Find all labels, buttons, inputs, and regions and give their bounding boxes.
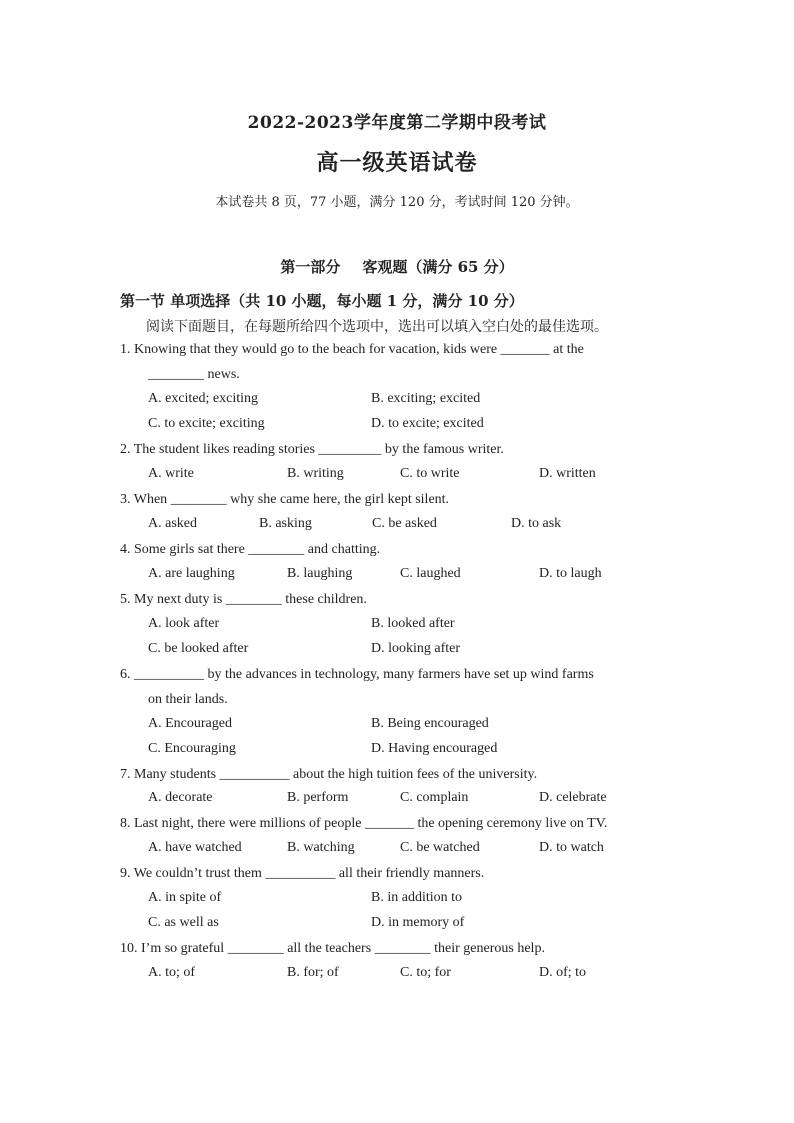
question-8-option-a: A. have watched	[148, 840, 242, 855]
exam-subtitle: 高一级英语试卷	[316, 150, 478, 176]
question-6-stem	[120, 666, 672, 684]
question-1-option-a: A. excited; exciting	[148, 391, 259, 406]
question-9-option-a: A. in spite of	[148, 890, 222, 905]
question-9-option-c: C. as well as	[148, 915, 219, 930]
part-title: 客观题（满分 65 分）	[362, 258, 514, 276]
question-3-option-d: D. to ask	[511, 516, 562, 531]
question-7-option-a: A. decorate	[148, 790, 213, 805]
question-8-option-c: C. be watched	[400, 840, 480, 855]
question-1-text: 1. Knowing that they would go to the beach for vacation, kids were _______ at the	[120, 342, 584, 357]
question-2-option-a: A. write	[148, 466, 194, 481]
question-7-stem: 7. Many students __________ about the high tuition fees of the university.	[120, 767, 538, 782]
question-4-option-c: C. laughed	[400, 566, 461, 581]
question-6-option-d: D. Having encouraged	[371, 741, 498, 756]
question-1-stem-cont: ________ news.	[148, 367, 240, 382]
part-name: 第一部分	[280, 258, 341, 276]
question-8-option-d: D. to watch	[539, 840, 604, 855]
question-10-option-d: D. of; to	[539, 965, 587, 980]
question-8-option-b: B. watching	[287, 840, 355, 855]
question-1-option-d: D. to excite; excited	[371, 416, 484, 431]
question-10-option-a: A. to; of	[148, 965, 196, 980]
question-3-option-a: A. asked	[148, 516, 197, 531]
section-instruction: 阅读下面题目，在每题所给四个选项中，选出可以填入空白处的最佳选项。	[146, 319, 608, 335]
question-2-option-c: C. to write	[400, 466, 460, 481]
question-2-stem: 2. The student likes reading stories _________ by the famous writer.	[120, 442, 504, 457]
question-7-option-b: B. perform	[287, 790, 349, 805]
question-4-option-d: D. to laugh	[539, 566, 602, 581]
question-9-option-d: D. in memory of	[371, 915, 465, 930]
question-1-stem	[120, 341, 672, 359]
exam-note: 本试卷共 8 页，77 小题，满分 120 分，考试时间 120 分钟。	[215, 195, 579, 210]
question-6-option-c: C. Encouraging	[148, 741, 236, 756]
question-3-option-b: B. asking	[259, 516, 312, 531]
question-5-option-d: D. looking after	[371, 641, 461, 656]
question-2-option-d: D. written	[539, 466, 596, 481]
question-10-stem: 10. I’m so grateful ________ all the teachers ________ their generous help.	[120, 941, 545, 956]
question-6-text: 6. __________ by the advances in technology, many farmers have set up wind farms	[120, 667, 594, 682]
question-4-option-a: A. are laughing	[148, 566, 235, 581]
question-7-option-d: D. celebrate	[539, 790, 607, 805]
question-6-stem-cont: on their lands.	[148, 692, 228, 707]
question-9-stem: 9. We couldn’t trust them __________ all their friendly manners.	[120, 866, 485, 881]
question-5-stem: 5. My next duty is ________ these children.	[120, 592, 367, 607]
question-10-option-c: C. to; for	[400, 965, 451, 980]
question-2-option-b: B. writing	[287, 466, 344, 481]
exam-title: 2022-2023学年度第二学期中段考试	[247, 113, 547, 133]
question-4-option-b: B. laughing	[287, 566, 353, 581]
question-5-option-a: A. look after	[148, 616, 220, 631]
question-4-stem: 4. Some girls sat there ________ and chatting.	[120, 542, 381, 557]
question-10-option-b: B. for; of	[287, 965, 339, 980]
question-8-stem: 8. Last night, there were millions of people _______ the opening ceremony live on TV.	[120, 816, 608, 831]
question-5-option-b: B. looked after	[371, 616, 455, 631]
question-3-stem: 3. When ________ why she came here, the girl kept silent.	[120, 492, 450, 507]
question-6-option-a: A. Encouraged	[148, 716, 232, 731]
question-9-option-b: B. in addition to	[371, 890, 462, 905]
question-5-option-c: C. be looked after	[148, 641, 249, 656]
question-6-option-b: B. Being encouraged	[371, 716, 489, 731]
question-1-option-b: B. exciting; excited	[371, 391, 481, 406]
part-heading	[0, 256, 794, 277]
section-title: 第一节 单项选择（共 10 小题，每小题 1 分，满分 10 分）	[120, 292, 524, 310]
question-1-option-c: C. to excite; exciting	[148, 416, 265, 431]
question-3-option-c: C. be asked	[372, 516, 437, 531]
question-7-option-c: C. complain	[400, 790, 469, 805]
